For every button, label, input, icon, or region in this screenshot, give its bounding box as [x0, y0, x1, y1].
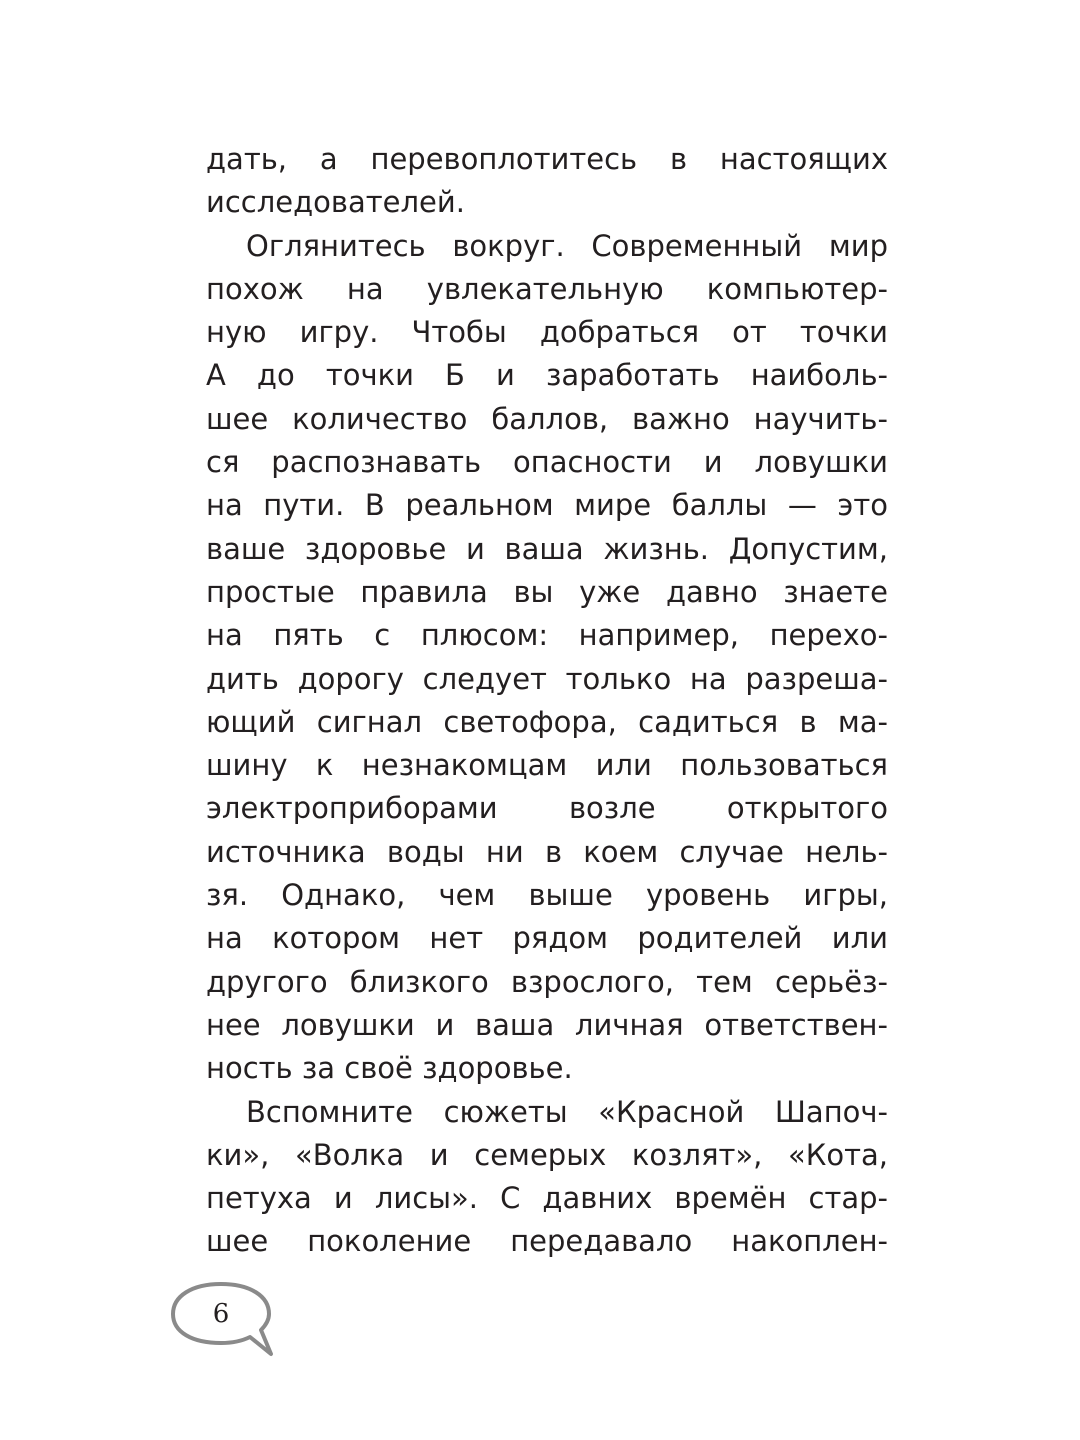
text-line: электроприборами возле открытого	[206, 791, 888, 826]
text-line: зя. Однако, чем выше уровень игры,	[206, 878, 888, 913]
text-line: ную игру. Чтобы добраться от точки	[206, 315, 888, 350]
page-number: 6	[212, 1299, 230, 1329]
text-line: ся распознавать опасности и ловушки	[206, 445, 888, 480]
text-line: шину к незнакомцам или пользоваться	[206, 748, 888, 783]
text-line: ющий сигнал светофора, садиться в ма-	[206, 704, 888, 739]
text-line: источника воды ни в коем случае нель-	[206, 834, 888, 869]
text-line: ность за своё здоровье.	[206, 1051, 573, 1086]
text-line: простые правила вы уже давно знаете	[206, 574, 888, 609]
text-line: похож на увлекательную компьютер-	[206, 271, 888, 306]
text-line: на пять с плюсом: например, перехо-	[206, 618, 888, 653]
text-line: ки», «Волка и семерых козлят», «Кота,	[206, 1137, 888, 1172]
text-line: нее ловушки и ваша личная ответствен-	[206, 1007, 888, 1042]
text-line: петуха и лисы». С давних времён стар-	[206, 1181, 888, 1216]
text-line: на пути. В реальном мире баллы — это	[206, 488, 888, 523]
text-line: дить дорогу следует только на разреша-	[206, 661, 888, 696]
text-line: на котором нет рядом родителей или	[206, 921, 888, 956]
text-line: Оглянитесь вокруг. Современный мир	[246, 228, 888, 263]
page-number-badge	[168, 1276, 278, 1358]
text-line: исследователей.	[206, 185, 465, 220]
text-line: шее количество баллов, важно научить-	[206, 401, 888, 436]
body-text	[206, 138, 888, 1264]
text-line: Вспомните сюжеты «Красной Шапоч-	[246, 1094, 888, 1129]
text-line: ваше здоровье и ваша жизнь. Допустим,	[206, 531, 888, 566]
text-line: А до точки Б и заработать наиболь-	[206, 358, 888, 393]
text-line: другого близкого взрослого, тем серьёз-	[206, 964, 888, 999]
text-line: дать, а перевоплотитесь в настоящих	[206, 142, 888, 176]
text-line: шее поколение передавало накоплен-	[206, 1224, 888, 1259]
